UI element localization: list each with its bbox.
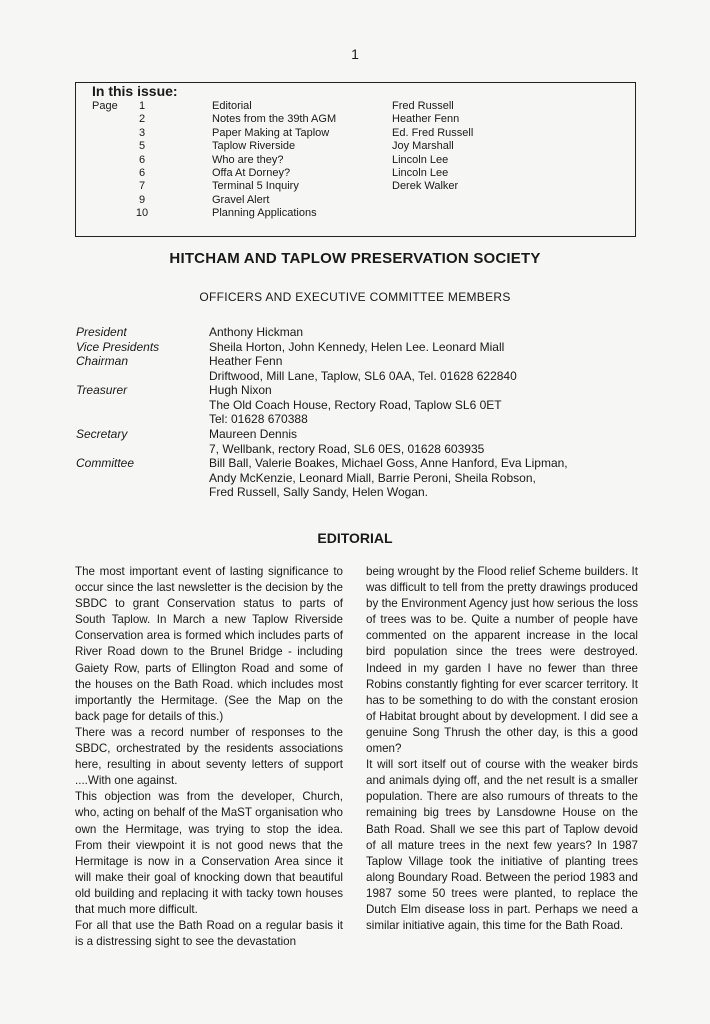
issue-article-title: Who are they? <box>212 153 284 166</box>
officer-detail: Maureen Dennis <box>209 427 298 441</box>
officer-detail: Anthony Hickman <box>209 325 304 339</box>
in-this-issue-box <box>75 82 636 237</box>
issue-page-number: 2 <box>138 113 146 126</box>
issue-article-author: Lincoln Lee <box>392 167 449 179</box>
editorial-column-right <box>366 564 638 934</box>
in-this-issue-title: In this issue: <box>92 83 178 99</box>
officer-role: Chairman <box>76 354 129 368</box>
issue-item <box>76 100 636 114</box>
editorial-paragraph: This objection was from the developer, Church, who, acting on behalf of the MaST organisation who own the Hermitage, was trying to stop the idea. From their viewpoint it is not good news that the Hermitage is now in a Conservation Area since it will make their goal of knocking down that beautiful old building and replacing it with tacky town houses that much more difficult. <box>75 790 343 916</box>
officer-detail: 7, Wellbank, rectory Road, SL6 0ES, 01628 603935 <box>209 441 485 456</box>
officers-heading: OFFICERS AND EXECUTIVE COMMITTEE MEMBERS <box>199 290 511 304</box>
issue-page-number: 10 <box>135 207 149 220</box>
issue-item <box>76 154 636 168</box>
editorial-paragraph: The most important event of lasting significance to occur since the last newsletter is the decision by the SBDC to grant Conservation status to parts of South Taplow. In March a new Taplow Riverside Conservation area is formed which includes parts of River Road down to the Brunel Bridge - including Gaiety Row, parts of Ellington Road and some of the houses on the Bath Road. which includes most importantly the Hermitage. (See the Map on the back page for details of this.) <box>75 565 343 723</box>
officer-detail: Andy McKenzie, Leonard Miall, Barrie Peroni, Sheila Robson, <box>209 470 536 485</box>
issue-page-number: 6 <box>138 153 146 166</box>
editorial-paragraph: being wrought by the Flood relief Scheme builders. It was difficult to tell from the pretty drawings produced by the Environment Agency just how serious the loss of trees was to be. Quite a number of people have commented on the apparent increase in the local bird population since the trees were destroyed. Indeed in my garden I have no fewer than three Robins constantly fighting for ever scarcer territory. It has to be something to do with the constant erosion of Habitat brought about by development. I did see a genuine Song Thrush the other day, is this a good omen? <box>366 565 638 756</box>
society-name: HITCHAM AND TAPLOW PRESERVATION SOCIETY <box>169 250 541 267</box>
issue-article-title: Notes from the 39th AGM <box>212 113 337 126</box>
officer-detail: Bill Ball, Valerie Boakes, Michael Goss, Anne Hanford, Eva Lipman, <box>209 456 568 470</box>
issue-article-author: Joy Marshall <box>392 140 454 153</box>
issue-page-number: 9 <box>138 193 146 206</box>
editorial-paragraph: It will sort itself out of course with the weaker birds and animals dying off, and the net result is a smaller population. There are also rumours of threats to the remaining big trees by Lansdowne House on the Bath Road. Shall we see this part of Taplow devoid of all mature trees in the next few years? In 1987 Taplow Village took the initiative of planting trees along Boundary Road. Between the period 1983 and 1987 some 50 trees were planted, to replace the Dutch Elm disease loss in part. Perhaps we need a similar initiative again, this time for the Bath Road. <box>366 758 638 933</box>
officer-detail: Sheila Horton, John Kennedy, Helen Lee. Leonard Miall <box>209 340 505 354</box>
issue-article-author: Fred Russell <box>392 100 454 112</box>
editorial-paragraph: For all that use the Bath Road on a regular basis it is a distressing sight to see the devastation <box>75 919 343 949</box>
officer-detail: The Old Coach House, Rectory Road, Taplow SL6 0ET <box>209 397 502 412</box>
issue-article-title: Terminal 5 Inquiry <box>212 180 299 193</box>
officer-role: Vice Presidents <box>76 340 160 354</box>
officer-role: President <box>76 325 127 339</box>
issue-article-title: Taplow Riverside <box>212 140 296 153</box>
editorial-heading: EDITORIAL <box>317 530 393 546</box>
issue-page-number: 7 <box>138 180 146 193</box>
issue-article-title: Editorial <box>212 100 252 112</box>
page-number: 1 <box>351 46 359 62</box>
officer-role: Committee <box>76 456 135 470</box>
officer-role: Treasurer <box>76 383 128 397</box>
issue-article-author: Ed. Fred Russell <box>392 126 474 139</box>
officer-role: Secretary <box>76 427 128 441</box>
editorial-paragraph: There was a record number of responses to the SBDC, orchestrated by the residents associations here, resulting in about seventy letters of support ....With one against. <box>75 725 343 788</box>
issue-article-author: Lincoln Lee <box>392 153 449 166</box>
issue-item <box>76 167 636 181</box>
officer-detail: Driftwood, Mill Lane, Taplow, SL6 0AA, Tel. 01628 622840 <box>209 368 517 383</box>
issue-item <box>76 207 636 221</box>
issue-article-title: Paper Making at Taplow <box>212 126 330 139</box>
issue-item <box>76 180 636 194</box>
page-label: Page <box>92 100 118 112</box>
issue-page-number: 6 <box>138 167 146 179</box>
issue-article-title: Offa At Dorney? <box>212 167 291 179</box>
issue-item <box>76 127 636 141</box>
officer-detail: Fred Russell, Sally Sandy, Helen Wogan. <box>209 485 428 500</box>
issue-article-title: Gravel Alert <box>212 193 270 206</box>
officer-detail: Hugh Nixon <box>209 383 272 397</box>
issue-article-title: Planning Applications <box>212 207 317 220</box>
issue-article-author: Derek Walker <box>392 180 459 193</box>
issue-page-number: 3 <box>138 126 146 139</box>
issue-article-author: Heather Fenn <box>392 113 460 126</box>
issue-page-number: 1 <box>138 100 146 112</box>
issue-page-number: 5 <box>138 140 146 153</box>
editorial-column-left <box>75 564 343 950</box>
issue-item <box>76 140 636 154</box>
issue-item <box>76 194 636 208</box>
issue-item <box>76 113 636 127</box>
officer-detail: Tel: 01628 670388 <box>209 412 308 427</box>
officer-detail: Heather Fenn <box>209 354 283 368</box>
